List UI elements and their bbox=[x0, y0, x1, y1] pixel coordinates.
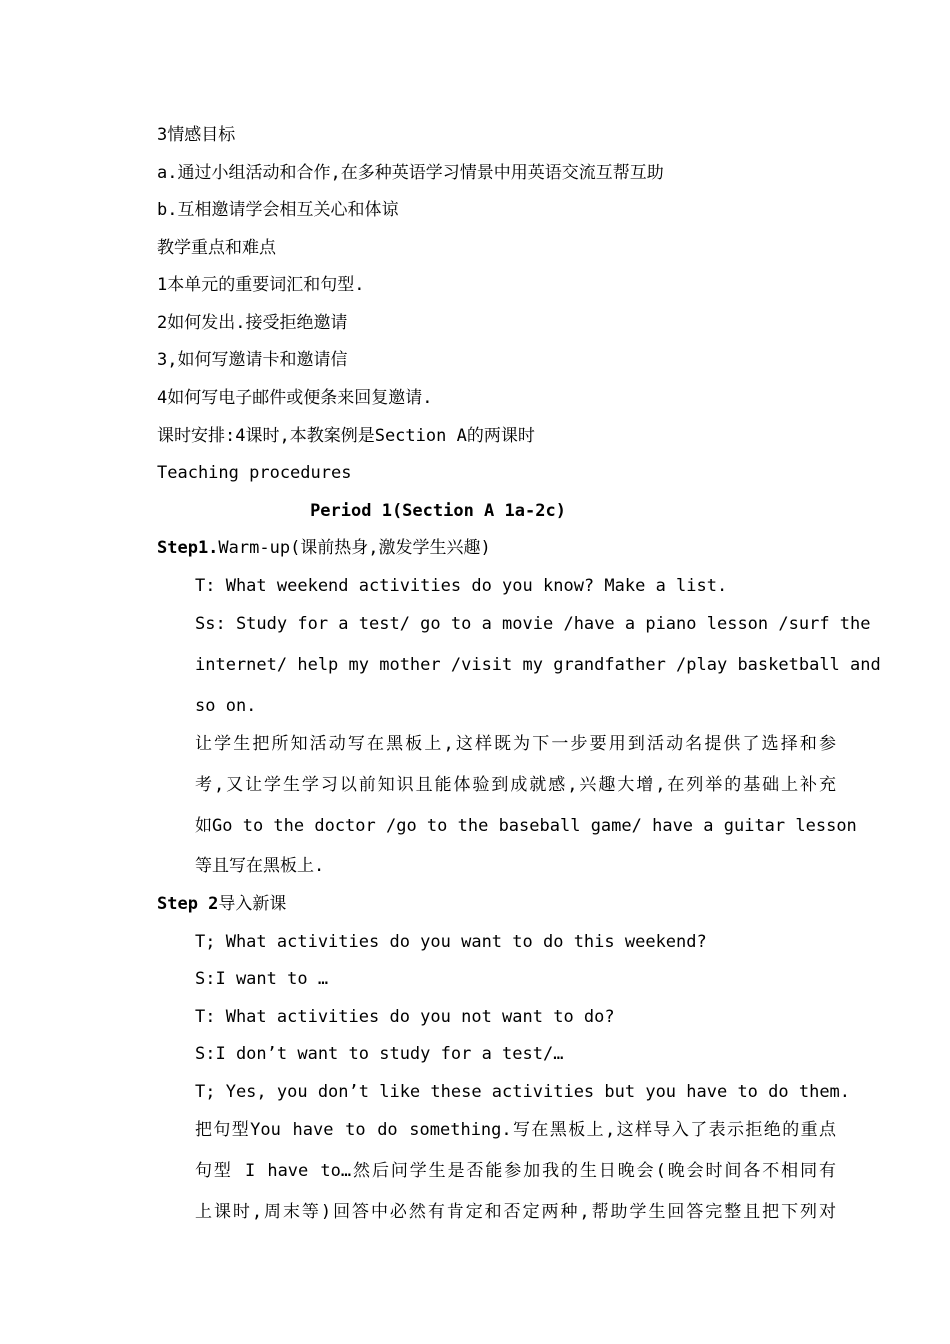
schedule-line: 课时安排:4课时,本教案例是Section A的两课时 bbox=[157, 426, 535, 446]
step2-paragraph-line-1: 把句型You have to do something.写在黑板上,这样导入了表示拒绝的重点 bbox=[195, 1120, 836, 1140]
step2-dialogue-4: S:I don’t want to study for a test/… bbox=[195, 1044, 564, 1064]
step1-teacher-line: T: What weekend activities do you know? Make a list. bbox=[195, 576, 728, 596]
emotion-goal-a: a.通过小组活动和合作,在多种英语学习情景中用英语交流互帮互助 bbox=[157, 163, 664, 183]
key-point-2: 2如何发出.接受拒绝邀请 bbox=[157, 313, 348, 333]
step1-heading bbox=[157, 537, 491, 559]
step1-students-line-3: so on. bbox=[195, 696, 257, 716]
step2-dialogue-3: T: What activities do you not want to do? bbox=[195, 1007, 615, 1027]
key-point-1: 1本单元的重要词汇和句型. bbox=[157, 275, 365, 295]
step1-paragraph-line-1: 让学生把所知活动写在黑板上,这样既为下一步要用到活动名提供了选择和参 bbox=[195, 734, 836, 754]
step1-students-line-1: Ss: Study for a test/ go to a movie /have a piano lesson /surf the bbox=[195, 614, 871, 634]
step1-paragraph-line-4: 等且写在黑板上. bbox=[195, 856, 325, 876]
period-title: Period 1(Section A 1a-2c) bbox=[310, 501, 566, 521]
step1-students-line-2: internet/ help my mother /visit my grandfather /play basketball and bbox=[195, 655, 881, 675]
step2-label: Step 2 bbox=[157, 894, 219, 914]
emotion-goal-b: b.互相邀请学会相互关心和体谅 bbox=[157, 200, 399, 220]
step1-title: Warm-up(课前热身,激发学生兴趣) bbox=[218, 538, 491, 558]
step2-title: 导入新课 bbox=[218, 894, 287, 914]
emotion-goals-heading: 3情感目标 bbox=[157, 125, 236, 145]
step2-dialogue-5: T; Yes, you don’t like these activities but you have to do them. bbox=[195, 1082, 851, 1102]
step2-dialogue-1: T; What activities do you want to do this weekend? bbox=[195, 932, 707, 952]
key-points-heading: 教学重点和难点 bbox=[157, 238, 276, 258]
key-point-4: 4如何写电子邮件或便条来回复邀请. bbox=[157, 388, 433, 408]
step1-paragraph-line-3: 如Go to the doctor /go to the baseball game/ have a guitar lesson bbox=[195, 816, 857, 836]
key-point-3: 3,如何写邀请卡和邀请信 bbox=[157, 350, 348, 370]
step2-heading bbox=[157, 893, 286, 915]
step1-label: Step1. bbox=[157, 538, 219, 558]
step1-paragraph-line-2: 考,又让学生学习以前知识且能体验到成就感,兴趣大增,在列举的基础上补充 bbox=[195, 775, 836, 795]
step2-paragraph-line-2: 句型 I have to…然后问学生是否能参加我的生日晚会(晚会时间各不相同有 bbox=[195, 1161, 836, 1181]
step2-paragraph-line-3: 上课时,周末等)回答中必然有肯定和否定两种,帮助学生回答完整且把下列对 bbox=[195, 1202, 836, 1222]
teaching-procedures-heading: Teaching procedures bbox=[157, 463, 352, 483]
step2-dialogue-2: S:I want to … bbox=[195, 969, 329, 989]
